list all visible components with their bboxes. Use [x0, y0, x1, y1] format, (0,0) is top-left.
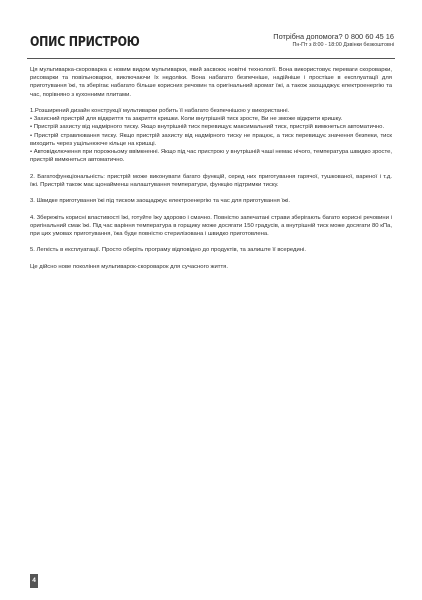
item-1-group — [30, 107, 392, 164]
page-title: ОПИС ПРИСТРОЮ — [30, 34, 140, 50]
outro-paragraph: Це дійсно нове покоління мультиварок-скороварок для сучасного життя. — [30, 263, 228, 270]
help-block — [273, 32, 394, 48]
intro-paragraph: Ця мультиварка-скороварка є новим видом мультиварки, який засвоює новітні технології. Вона використовує переваги скороварки, рисоварки та повільноварки, виключаючи їх недоліки. Вона набагато безпечніше, надійніше і простіше в експлуатації для приготування їжі, та зберігає набагато більше корисних речовин та оригінальний аромат їжі, а також заощаджує електроенергію та час, порівняно з кухонними плитами. — [30, 67, 392, 98]
help-line: Потрібна допомога? 0 800 60 45 16 — [273, 32, 394, 41]
item-1-bullet: • Пристрій захисту від надмірного тиску. Якщо внутрішній тиск перевищує максимальний тиск, пристрій вимкнеться автоматично. — [30, 124, 385, 131]
item-1-lead: 1.Розширений дизайн конструкції мультиварки робить її набагато безпечнішою у використанні. — [30, 108, 290, 114]
item-1-bullet: • Автовідключення при порожньому ввімкненні. Якщо під час пристрою у внутрішній чаші немає нічого, температура швидко зросте, пристрій вимкнеться автоматично. — [30, 149, 392, 164]
page-content — [30, 66, 392, 279]
help-schedule: Пн-Пт з 8:00 - 18:00 Дзвінки безкоштовні — [292, 42, 394, 48]
item-1-bullet: • Пристрій стравлювання тиску. Якщо пристрій захисту від надмірного тиску не працює, а тиск перевищує значення безпеки, тиск виходить через ущільнююче кільце на кришці. — [30, 132, 392, 147]
item-2-paragraph: 2. Багатофункціональність: пристрій може виконувати багато функцій, серед них приготування гарячої, тушкованої, вареної і т.д. їжі. Пристрій також має щонайменш налаштування температури, функцію підтримки тиску. — [30, 173, 392, 188]
page-header — [24, 14, 398, 58]
header-divider — [27, 58, 395, 59]
item-4-paragraph: 4. Збережіть корисні властивості їжі, готуйте їжу здорово і смачно. Повністю запечатані страви зберігають багато корисні речовини і оригінальний смак їжі. Під час варіння температура в горщику може досягати 150 градусів, а внутрішній тиск може досягати 80 кПа, при цих умовах приготування, їжа буде повністю стерилізована і швидко приготовлена. — [30, 214, 392, 237]
item-1-bullet: • Захисний пристрій для відкриття та закриття кришки. Коли внутрішній тиск зросте, Ви не зможе відкрити кришку. — [30, 116, 343, 123]
item-3-paragraph: 3. Швидке приготування їжі під тиском заощаджує електроенергію та час для приготування їжі. — [30, 198, 290, 205]
page-number: 4 — [30, 574, 38, 588]
item-5-paragraph: 5. Легкість в експлуатації. Просто оберіть програму відповідно до продуктів, та залиште її всередині. — [30, 247, 306, 254]
